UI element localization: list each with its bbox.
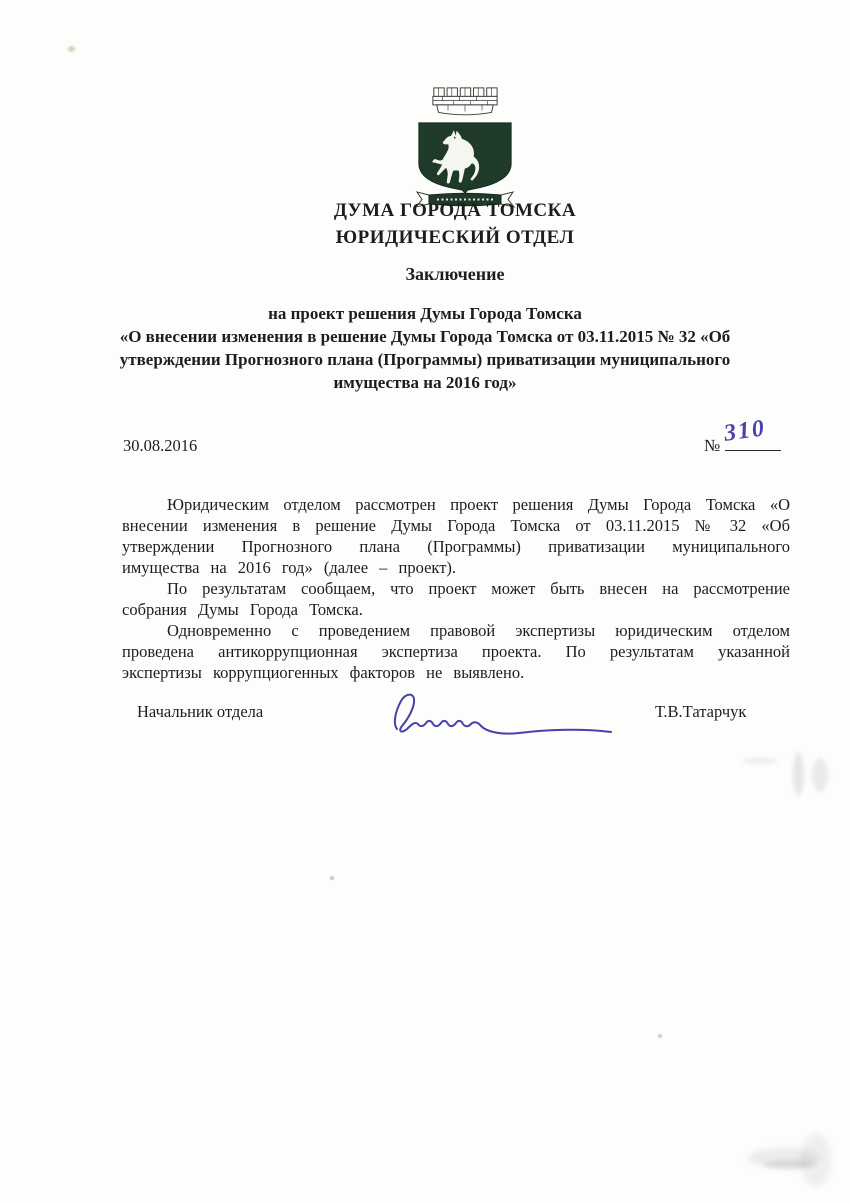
doc-date: 30.08.2016	[123, 436, 198, 455]
scan-artifact	[793, 752, 804, 796]
scan-artifact	[812, 758, 828, 792]
body-text	[122, 494, 790, 683]
shield-with-horse	[412, 121, 518, 193]
tomsk-coat-of-arms	[404, 86, 526, 210]
subject-line: имущества на 2016 год»	[333, 373, 517, 392]
handwritten-number: 310	[722, 415, 768, 447]
signer-position: Начальник отдела	[137, 702, 264, 721]
subject-line: «О внесении изменения в решение Думы Города Томска от 03.11.2015 № 32 «Об	[119, 327, 731, 346]
doc-subject	[64, 302, 786, 394]
scan-artifact	[800, 1134, 832, 1186]
mural-crown-icon	[431, 86, 499, 120]
org-name-line1: ДУМА ГОРОДА ТОМСКА	[333, 200, 577, 221]
paragraph: По результатам сообщаем, что проект может быть внесен на рассмотрение собрания Думы Города Томска.	[122, 579, 790, 619]
scan-artifact	[68, 46, 75, 52]
paragraph: Юридическим отделом рассмотрен проект решения Думы Города Томска «О внесении изменения в решение Думы Города Томска от 03.11.2015 № 32 «Об утверждении Прогнозного плана (Программы) приватизации муниципального имущества на 2016 год» (далее – проект).	[122, 495, 790, 577]
subject-line: на проект решения Думы Города Томска	[268, 304, 582, 323]
paragraph: Одновременно с проведением правовой экспертизы юридическим отделом проведена антикоррупционная экспертиза проекта. По результатам указанной экспертизы коррупциогенных факторов не выявлено.	[122, 621, 790, 682]
subject-line: утверждении Прогнозного плана (Программы) приватизации муниципального	[119, 350, 731, 369]
scan-artifact	[330, 876, 334, 880]
scan-artifact	[764, 1160, 816, 1169]
scan-artifact	[658, 1034, 662, 1038]
number-label: №	[704, 436, 721, 455]
scan-artifact	[742, 758, 778, 763]
handwritten-signature	[383, 684, 615, 740]
org-name-line2: ЮРИДИЧЕСКИЙ ОТДЕЛ	[335, 227, 575, 248]
scan-artifact	[748, 1148, 820, 1168]
signer-name: Т.В.Татарчук	[655, 702, 747, 721]
doc-type-title: Заключение	[405, 264, 505, 284]
